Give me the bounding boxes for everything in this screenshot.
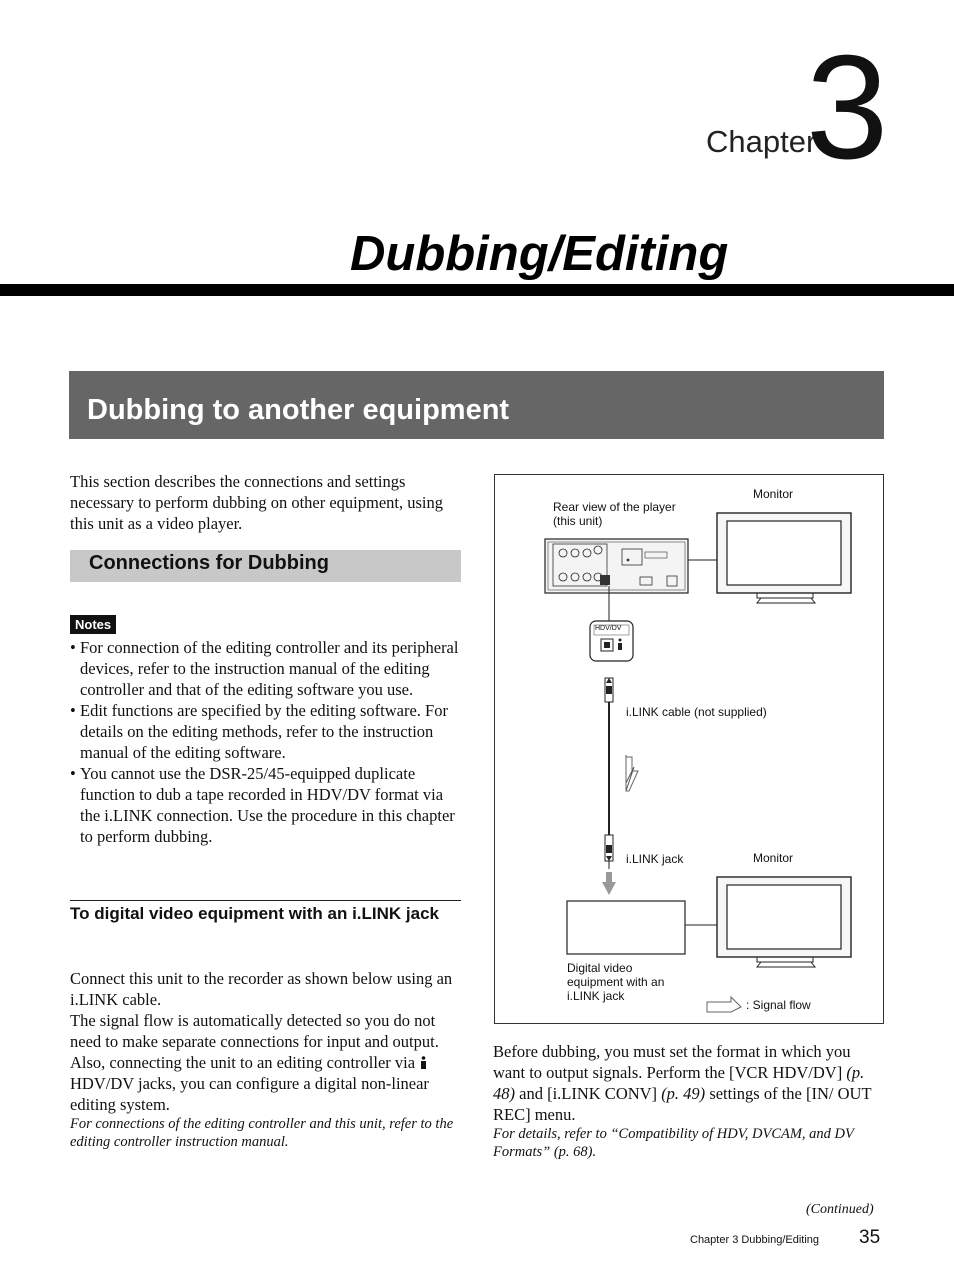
format-paragraph (493, 1041, 885, 1125)
digital-equipment-label-line: equipment with an (567, 975, 665, 989)
digital-equipment-label-line: Digital video (567, 961, 633, 975)
signal-flow-arrow-icon (626, 755, 638, 791)
paragraph-text: settings of the [IN/ OUT REC] menu. (493, 1084, 872, 1124)
player-rear-view (545, 539, 688, 593)
subsection-title: Connections for Dubbing (89, 552, 329, 574)
digital-video-equipment (567, 901, 685, 954)
subheading: To digital video equipment with an i.LINK jack (70, 904, 439, 923)
ilink-jack-label: i.LINK jack (626, 852, 684, 866)
chapter-number: 3 (806, 25, 889, 190)
signal-flow-legend-icon (707, 997, 741, 1012)
section-title: Dubbing to another equipment (87, 394, 510, 426)
intro-paragraph: This section describes the connections and settings necessary to perform dubbing on other equipment, using this unit as a video player. (70, 472, 443, 533)
ilink-icon (419, 1056, 428, 1070)
notes-list (70, 637, 462, 847)
connection-diagram (494, 474, 884, 1024)
monitor-bottom-label: Monitor (753, 851, 794, 865)
ilink-cable (605, 678, 613, 869)
rear-view-label (553, 500, 676, 528)
note-item: • You cannot use the DSR-25/45-equipped duplicate function to dub a tape recorded in HDV/DV format via the i.LINK connection. Use the procedure in this chapter to perform dubbing. (70, 763, 462, 847)
paragraph-text: The signal flow is automatically detected so you do not need to make separate connections for input and output. Also, connecting the unit to an editing controller via (70, 1011, 439, 1072)
diagram-drawing (495, 475, 885, 1025)
monitor-top (688, 513, 851, 603)
right-reference: For details, refer to “Compatibility of HDV, DVCAM, and DV Formats” (p. 68). (493, 1126, 854, 1160)
page-reference: (p. 48) (493, 1063, 865, 1103)
notes-badge: Notes (70, 615, 116, 634)
paragraph-text: and [i.LINK CONV] (519, 1084, 658, 1103)
rear-view-label-line: (this unit) (553, 514, 603, 528)
note-item: • For connection of the editing controller and its peripheral devices, refer to the instruction manual of the editing controller and that of the editing software you use. (70, 637, 462, 700)
paragraph-text: Before dubbing, you must set the format in which you want to output signals. Perform the [VCR HDV/DV] (493, 1042, 851, 1082)
cable-label: i.LINK cable (not supplied) (626, 705, 767, 719)
heading-rule (70, 900, 461, 901)
paragraph-line: Connect this unit to the recorder as shown below using an i.LINK cable. (70, 969, 453, 1009)
page-number: 35 (859, 1227, 881, 1248)
chapter-label: Chapter (706, 124, 817, 159)
rear-view-label-line: Rear view of the player (553, 500, 676, 514)
signal-arrow-icon (602, 872, 616, 895)
connection-paragraph (70, 968, 464, 1115)
digital-equipment-label (567, 961, 664, 1003)
paragraph-text: HDV/DV jacks, you can configure a digital non-linear editing system. (70, 1074, 429, 1114)
left-reference: For connections of the editing controller and this unit, refer to the editing controller instruction manual. (70, 1116, 454, 1150)
footer-chapter: Chapter 3 Dubbing/Editing (690, 1234, 820, 1246)
page-reference: (p. 49) (661, 1084, 706, 1103)
paragraph-line (70, 1010, 464, 1115)
note-item: • Edit functions are specified by the editing software. For details on the editing methods, refer to the instruction manual of the editing software. (70, 700, 462, 763)
signal-flow-label: : Signal flow (746, 998, 811, 1012)
continued-label: (Continued) (806, 1202, 874, 1217)
chapter-rule (0, 284, 954, 296)
chapter-title: Dubbing/Editing (350, 227, 729, 281)
hdv-dv-label: HDV/DV (595, 625, 622, 632)
digital-equipment-label-line: i.LINK jack (567, 989, 625, 1003)
monitor-top-label: Monitor (753, 487, 794, 501)
monitor-bottom (685, 877, 851, 967)
